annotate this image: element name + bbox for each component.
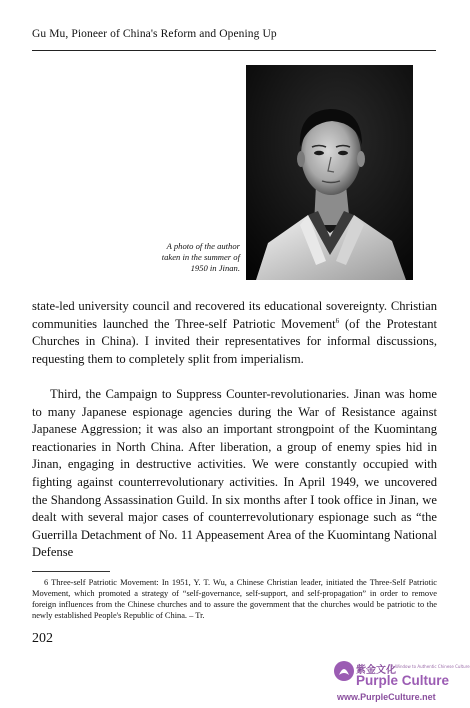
watermark-tagline: A Window to Authentic Chinese Culture [391, 664, 470, 669]
caption-line: 1950 in Jinan. [190, 263, 240, 273]
purple-culture-logo-icon [333, 660, 355, 682]
body-paragraph [32, 298, 437, 368]
portrait-image [246, 65, 413, 280]
watermark-url: www.PurpleCulture.net [337, 692, 436, 702]
photo-caption [140, 241, 240, 274]
paragraph-text: (of the Protestant Churches in China). I invited their representatives for informal discussions, requesting them to completely split from imperialism. [32, 316, 437, 366]
running-header: Gu Mu, Pioneer of China's Reform and Opening Up [32, 28, 277, 40]
caption-line: taken in the summer of [161, 252, 240, 262]
footnote-rule [32, 571, 110, 572]
page-number: 202 [32, 631, 53, 646]
author-photo [246, 65, 413, 280]
footnote-reference: 6 [335, 316, 340, 325]
footnote: 6 Three-self Patriotic Movement: In 1951, Y. T. Wu, a Chinese Christian leader, initiated the Three-Self Patriotic Movement, which promoted a strategy of “self-governance, self-support, and self-propagation” in order to remove foreign influences from the Chinese churches and to assure the government that the churches would be patriotic to the newly established People's Republic of China. – Tr. [32, 578, 437, 620]
watermark-chinese: 紫金文化 [356, 665, 396, 676]
header-rule [32, 50, 436, 51]
body-paragraph: Third, the Campaign to Suppress Counter-revolutionaries. Jinan was home to many Japanese espionage agencies during the War of Resistance against Japanese Aggression; it was also an important strongpoint of the Kuomintang reactionaries in North China. After liberation, a group of enemy spies hid in Jinan, engaging in destructive activities. We were constantly occupied with fighting against counterrevolutionary activities. In April 1949, we uncovered the Shandong Assassination Guild. In six months after I took office in Jinan, we dealt with several major cases of counterrevolutionary espionage such as “the Guerrilla Detachment of No. 11 Appeasement Area of the Kuomintang National Defense [32, 387, 437, 560]
caption-line: A photo of the author [166, 241, 240, 251]
watermark [333, 660, 470, 704]
paragraph-text: state-led university council and recovered its educational sovereignty. Christian communities launched the Three-self Patriotic Movement [32, 299, 437, 331]
watermark-name: Purple Culture [356, 673, 450, 688]
